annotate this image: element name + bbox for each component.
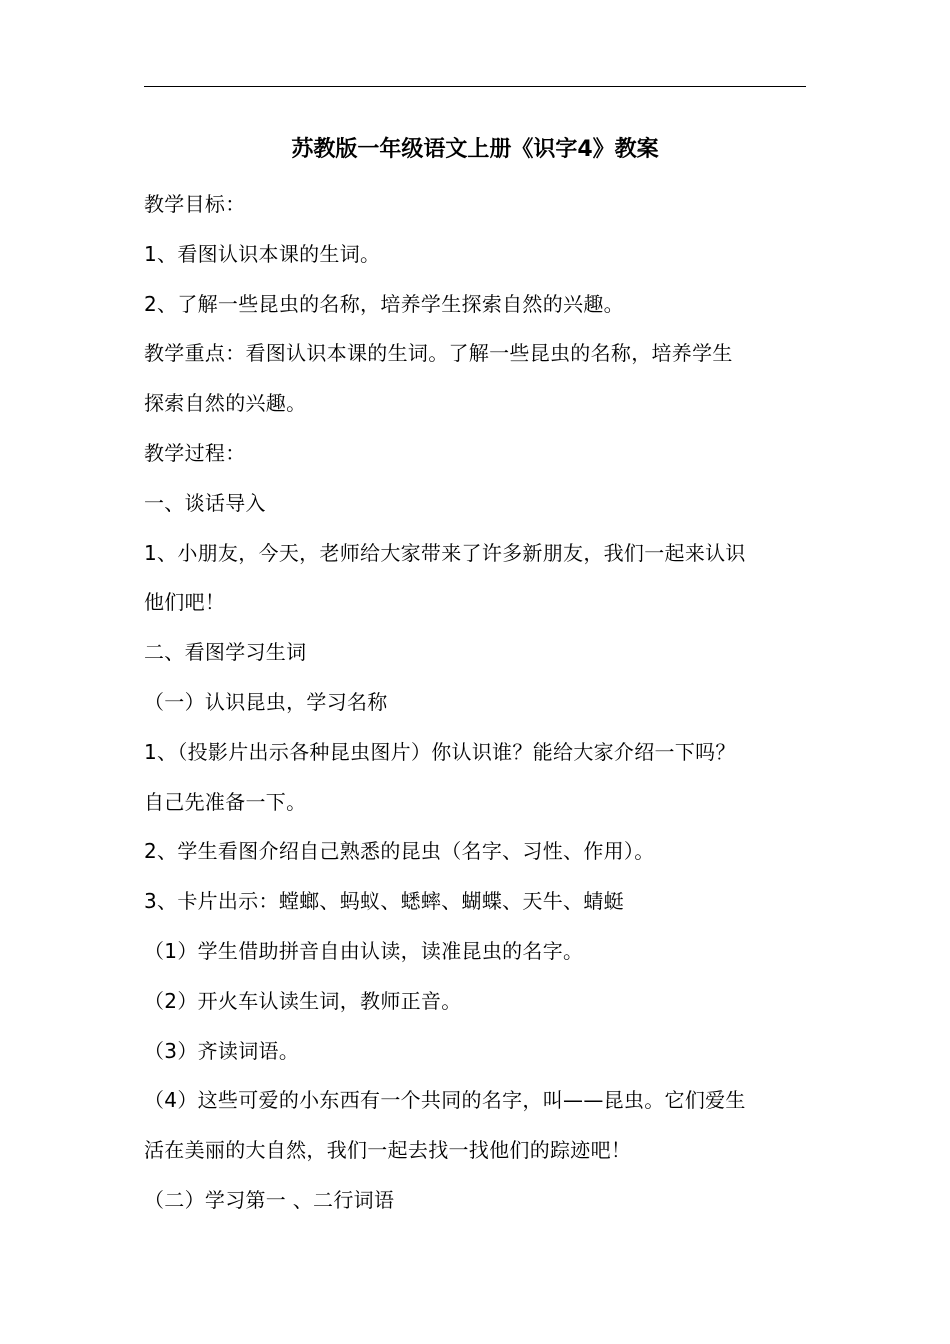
text-line: 自己先准备一下。: [144, 789, 307, 814]
text-line: （1）学生借助拼音自由认读，读准昆虫的名字。: [144, 938, 584, 963]
text-line: 活在美丽的大自然，我们一起去找一找他们的踪迹吧！: [144, 1138, 632, 1163]
text-line: 1、看图认识本课的生词。: [144, 241, 381, 266]
text-line: （一）认识昆虫，学习名称: [144, 689, 388, 714]
text-line: 2、学生看图介绍自己熟悉的昆虫（名字、习性、作用）。: [144, 839, 655, 864]
text-line: 1、（投影片出示各种昆虫图片）你认识谁？能给大家介绍一下吗？: [144, 739, 736, 764]
text-line: 3、卡片出示：螳螂、蚂蚁、蟋蟀、蝴蝶、天牛、蜻蜓: [144, 889, 624, 914]
text-line: 1、小朋友，今天，老师给大家带来了许多新朋友，我们一起来认识: [144, 540, 746, 565]
document-body: [144, 180, 806, 1226]
text-line: 2、了解一些昆虫的名称，培养学生探索自然的兴趣。: [144, 291, 624, 316]
text-line: 二、看图学习生词: [144, 640, 307, 665]
text-line: （2）开火车认读生词，教师正音。: [144, 988, 462, 1013]
text-line: 教学目标：: [144, 192, 246, 216]
text-line: 探索自然的兴趣。: [144, 391, 307, 416]
text-line: 教学重点：看图认识本课的生词。了解一些昆虫的名称，培养学生: [144, 341, 733, 366]
text-line: 教学过程：: [144, 440, 246, 465]
text-line: （二）学习第一 、二行词语: [144, 1187, 395, 1212]
text-line: 一、谈话导入: [144, 490, 266, 515]
text-line: （3）齐读词语。: [144, 1038, 300, 1063]
text-line: （4）这些可爱的小东西有一个共同的名字，叫——昆虫。它们爱生: [144, 1088, 746, 1113]
text-line: 他们吧！: [144, 590, 226, 615]
document-title: 苏教版一年级语文上册《识字4》教案: [291, 137, 659, 162]
header-rule: [144, 86, 806, 87]
